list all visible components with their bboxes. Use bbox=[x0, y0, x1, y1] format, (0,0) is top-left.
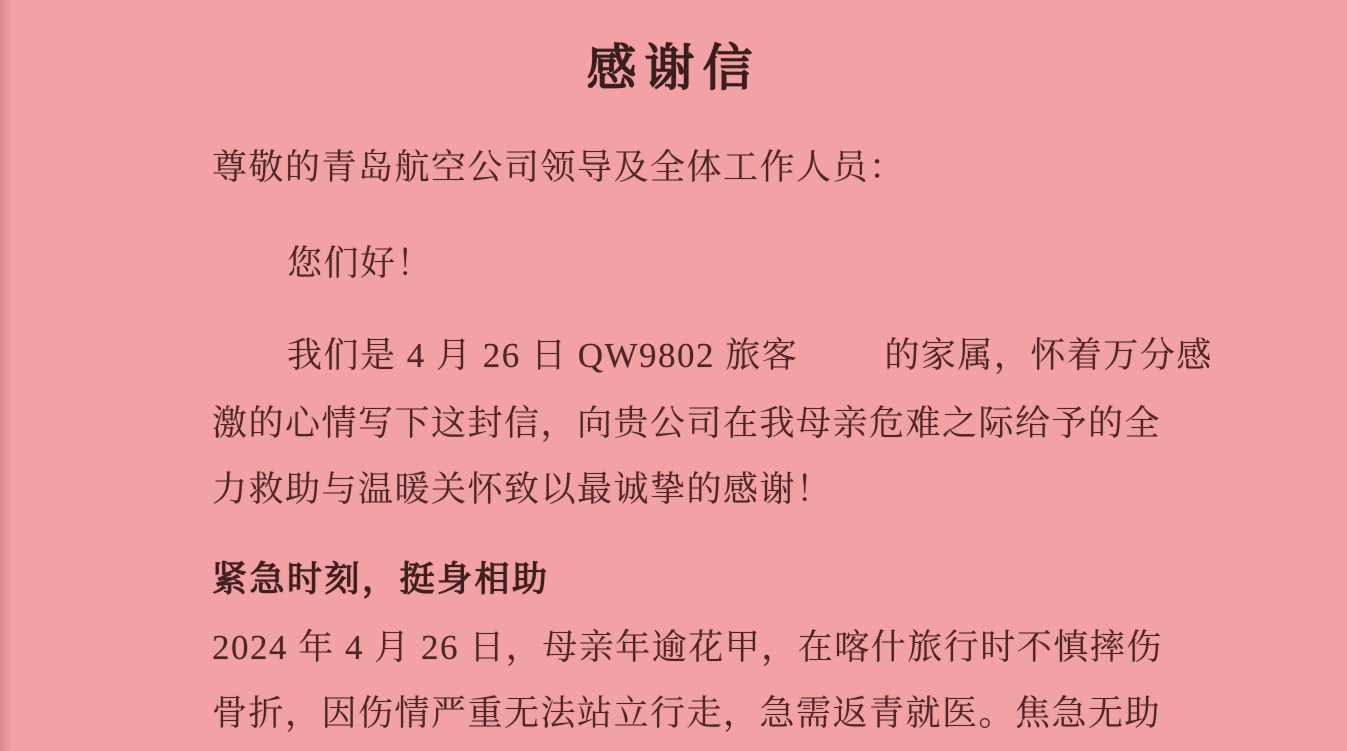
greeting-line: 您们好！ bbox=[287, 244, 434, 283]
section-heading: 紧急时刻，挺身相助 bbox=[212, 560, 550, 599]
paragraph1-line2: 激的心情写下这封信，向贵公司在我母亲危难之际给予的全 bbox=[212, 404, 1162, 443]
salutation-line: 尊敬的青岛航空公司领导及全体工作人员： bbox=[212, 148, 906, 187]
paragraph1-line3: 力救助与温暖关怀致以最诚挚的感谢！ bbox=[212, 470, 833, 509]
paragraph1-line1-after-redaction: 的家属，怀着万分感 bbox=[884, 336, 1213, 375]
paragraph1-line1-before-redaction: 我们是 4 月 26 日 QW9802 旅客 bbox=[287, 336, 799, 375]
page-left-edge-shadow bbox=[0, 0, 12, 751]
redacted-passenger-name-gap bbox=[798, 358, 884, 359]
paragraph1-line1 bbox=[287, 334, 1213, 378]
paragraph2-line2: 骨折，因伤情严重无法站立行走，急需返青就医。焦急无助 bbox=[212, 694, 1162, 733]
letter-title: 感谢信 bbox=[586, 40, 761, 96]
paragraph2-line1: 2024 年 4 月 26 日，母亲年逾花甲，在喀什旅行时不慎摔伤 bbox=[212, 628, 1163, 667]
